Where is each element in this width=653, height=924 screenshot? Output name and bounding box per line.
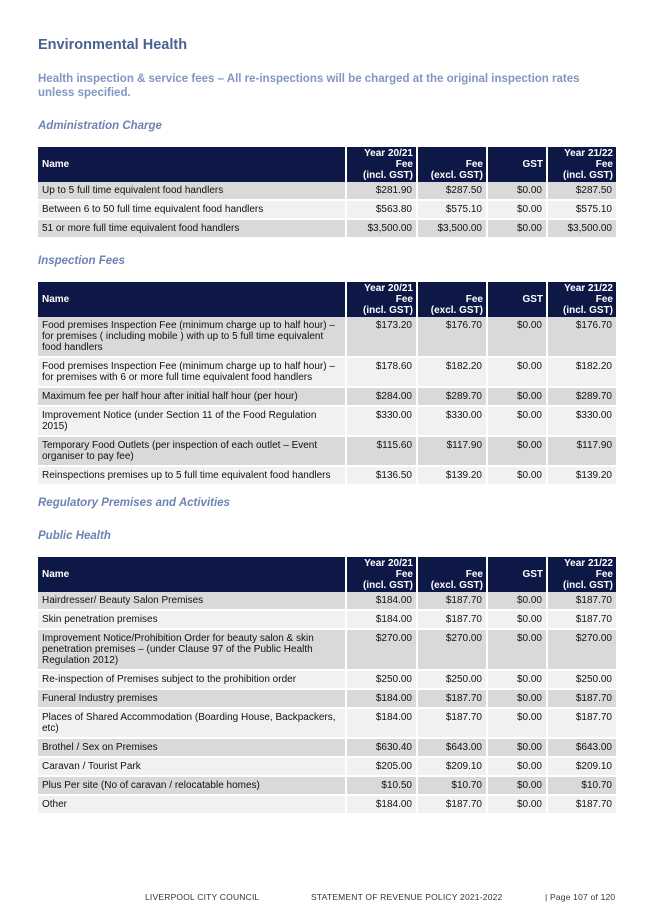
fee-excl-gst-cell: $289.70 [416, 388, 486, 407]
col-header-year-2122-fee-line: Fee [595, 159, 613, 170]
gst-cell: $0.00 [486, 592, 546, 611]
table-row [38, 407, 616, 437]
fee-name-cell: Re-inspection of Premises subject to the prohibition order [38, 671, 345, 690]
table-row [38, 796, 616, 815]
fee-2122-cell: $176.70 [546, 317, 616, 358]
col-header-year-2021-fee [345, 282, 416, 317]
fee-excl-gst-cell: $10.70 [416, 777, 486, 796]
table-row [38, 182, 616, 201]
gst-cell: $0.00 [486, 358, 546, 388]
intro-text: Health inspection & service fees – All re-inspections will be charged at the original inspection rates unless specified. [38, 73, 580, 99]
fee-2122-cell: $643.00 [546, 739, 616, 758]
fee-name-cell: Maximum fee per half hour after initial half hour (per hour) [38, 388, 345, 407]
gst-cell: $0.00 [486, 317, 546, 358]
col-header-name [38, 557, 345, 592]
fee-excl-gst-cell: $187.70 [416, 611, 486, 630]
fee-excl-gst-cell: $187.70 [416, 709, 486, 739]
gst-cell: $0.00 [486, 467, 546, 486]
col-header-fee-excl-gst-line: (excl. GST) [430, 170, 483, 181]
col-header-year-2122-fee-line: Year 21/22 [564, 148, 613, 159]
col-header-year-2122-fee-line: Fee [595, 294, 613, 305]
col-header-year-2122-fee [546, 147, 616, 182]
footer-document: STATEMENT OF REVENUE POLICY 2021-2022 [311, 892, 503, 902]
fee-name-cell: Up to 5 full time equivalent food handlers [38, 182, 345, 201]
fee-2021-cell: $281.90 [345, 182, 416, 201]
fee-2021-cell: $184.00 [345, 709, 416, 739]
fee-name-cell: Between 6 to 50 full time equivalent food handlers [38, 201, 345, 220]
fee-2021-cell: $115.60 [345, 437, 416, 467]
col-header-gst-line: GST [522, 294, 543, 305]
col-header-year-2021-fee-line: Fee [395, 159, 413, 170]
gst-cell: $0.00 [486, 671, 546, 690]
fee-name-cell: Improvement Notice/Prohibition Order for beauty salon & skin penetration premises – (under Clause 97 of the Public Health Regulation 2012) [38, 630, 345, 671]
gst-cell: $0.00 [486, 630, 546, 671]
col-header-year-2021-fee-line: Year 20/21 [364, 148, 413, 159]
col-header-year-2122-fee-line: Year 21/22 [564, 558, 613, 569]
fee-2021-cell: $563.80 [345, 201, 416, 220]
fee-name-cell: Food premises Inspection Fee (minimum charge up to half hour) – for premises ( including mobile ) with up to 5 full time equivalent food handlers [38, 317, 345, 358]
fee-excl-gst-cell: $575.10 [416, 201, 486, 220]
fee-name-cell: Plus Per site (No of caravan / relocatable homes) [38, 777, 345, 796]
fee-2021-cell: $205.00 [345, 758, 416, 777]
gst-cell: $0.00 [486, 220, 546, 239]
col-header-gst [486, 557, 546, 592]
footer-page-number: | Page 107 of 120 [545, 892, 616, 902]
table-row [38, 690, 616, 709]
page-title: Environmental Health [38, 37, 188, 53]
section-admin-title: Administration Charge [38, 120, 162, 132]
col-header-gst [486, 147, 546, 182]
col-header-name-line: Name [42, 569, 70, 580]
fee-2122-cell: $575.10 [546, 201, 616, 220]
col-header-fee-excl-gst-line: (excl. GST) [430, 305, 483, 316]
col-header-gst-line: GST [522, 159, 543, 170]
fee-excl-gst-cell: $182.20 [416, 358, 486, 388]
col-header-year-2021-fee-line: Year 20/21 [364, 558, 413, 569]
fee-2021-cell: $184.00 [345, 611, 416, 630]
table-row [38, 437, 616, 467]
col-header-fee-excl-gst [416, 557, 486, 592]
fee-excl-gst-cell: $187.70 [416, 690, 486, 709]
col-header-year-2021-fee-line: Fee [395, 569, 413, 580]
col-header-year-2021-fee-line: Fee [395, 294, 413, 305]
gst-cell: $0.00 [486, 611, 546, 630]
admin-fee-table [38, 147, 616, 239]
col-header-gst [486, 282, 546, 317]
fee-2021-cell: $10.50 [345, 777, 416, 796]
fee-excl-gst-cell: $117.90 [416, 437, 486, 467]
section-public-health-title: Public Health [38, 530, 111, 542]
inspection-fee-table [38, 282, 616, 486]
fee-2122-cell: $289.70 [546, 388, 616, 407]
fee-2122-cell: $187.70 [546, 690, 616, 709]
fee-excl-gst-cell: $187.70 [416, 796, 486, 815]
gst-cell: $0.00 [486, 690, 546, 709]
col-header-year-2021-fee-line: (incl. GST) [363, 580, 413, 591]
fee-name-cell: Temporary Food Outlets (per inspection of each outlet – Event organiser to pay fee) [38, 437, 345, 467]
fee-2021-cell: $330.00 [345, 407, 416, 437]
table-row [38, 358, 616, 388]
fee-2021-cell: $3,500.00 [345, 220, 416, 239]
public-health-fee-table [38, 557, 616, 815]
gst-cell: $0.00 [486, 437, 546, 467]
fee-2122-cell: $287.50 [546, 182, 616, 201]
col-header-fee-excl-gst-line: Fee [465, 569, 483, 580]
col-header-year-2021-fee-line: (incl. GST) [363, 305, 413, 316]
col-header-gst-line: GST [522, 569, 543, 580]
gst-cell: $0.00 [486, 709, 546, 739]
col-header-name-line: Name [42, 159, 70, 170]
fee-2122-cell: $3,500.00 [546, 220, 616, 239]
fee-name-cell: Brothel / Sex on Premises [38, 739, 345, 758]
col-header-fee-excl-gst-line: Fee [465, 294, 483, 305]
fee-excl-gst-cell: $139.20 [416, 467, 486, 486]
gst-cell: $0.00 [486, 201, 546, 220]
col-header-name [38, 282, 345, 317]
table-row [38, 592, 616, 611]
gst-cell: $0.00 [486, 182, 546, 201]
gst-cell: $0.00 [486, 388, 546, 407]
table-row [38, 611, 616, 630]
fee-2021-cell: $250.00 [345, 671, 416, 690]
fee-2021-cell: $284.00 [345, 388, 416, 407]
fee-2021-cell: $184.00 [345, 592, 416, 611]
fee-name-cell: Places of Shared Accommodation (Boarding House, Backpackers, etc) [38, 709, 345, 739]
fee-2122-cell: $117.90 [546, 437, 616, 467]
col-header-name [38, 147, 345, 182]
fee-excl-gst-cell: $270.00 [416, 630, 486, 671]
table-row [38, 671, 616, 690]
fee-excl-gst-cell: $209.10 [416, 758, 486, 777]
gst-cell: $0.00 [486, 796, 546, 815]
table-row [38, 220, 616, 239]
fee-name-cell: Other [38, 796, 345, 815]
col-header-year-2122-fee [546, 282, 616, 317]
fee-2021-cell: $136.50 [345, 467, 416, 486]
fee-2021-cell: $184.00 [345, 796, 416, 815]
col-header-fee-excl-gst [416, 282, 486, 317]
col-header-year-2021-fee-line: (incl. GST) [363, 170, 413, 181]
col-header-year-2122-fee-line: (incl. GST) [563, 305, 613, 316]
col-header-year-2021-fee [345, 557, 416, 592]
col-header-year-2122-fee-line: Fee [595, 569, 613, 580]
col-header-fee-excl-gst-line: (excl. GST) [430, 580, 483, 591]
col-header-year-2021-fee [345, 147, 416, 182]
fee-excl-gst-cell: $330.00 [416, 407, 486, 437]
fee-name-cell: Food premises Inspection Fee (minimum charge up to half hour) – for premises with 6 or more full time equivalent food handlers [38, 358, 345, 388]
fee-2122-cell: $182.20 [546, 358, 616, 388]
fee-excl-gst-cell: $643.00 [416, 739, 486, 758]
fee-2122-cell: $330.00 [546, 407, 616, 437]
col-header-year-2122-fee-line: Year 21/22 [564, 283, 613, 294]
gst-cell: $0.00 [486, 739, 546, 758]
col-header-fee-excl-gst [416, 147, 486, 182]
fee-2122-cell: $187.70 [546, 592, 616, 611]
col-header-year-2122-fee-line: (incl. GST) [563, 580, 613, 591]
fee-excl-gst-cell: $287.50 [416, 182, 486, 201]
gst-cell: $0.00 [486, 407, 546, 437]
fee-2122-cell: $10.70 [546, 777, 616, 796]
fee-2122-cell: $209.10 [546, 758, 616, 777]
table-row [38, 467, 616, 486]
fee-2122-cell: $187.70 [546, 796, 616, 815]
fee-name-cell: 51 or more full time equivalent food handlers [38, 220, 345, 239]
gst-cell: $0.00 [486, 758, 546, 777]
fee-2122-cell: $250.00 [546, 671, 616, 690]
table-row [38, 630, 616, 671]
gst-cell: $0.00 [486, 777, 546, 796]
section-regulatory-title: Regulatory Premises and Activities [38, 497, 230, 509]
fee-name-cell: Hairdresser/ Beauty Salon Premises [38, 592, 345, 611]
fee-2021-cell: $630.40 [345, 739, 416, 758]
section-inspection-title: Inspection Fees [38, 255, 125, 267]
table-row [38, 777, 616, 796]
fee-name-cell: Funeral Industry premises [38, 690, 345, 709]
col-header-fee-excl-gst-line: Fee [465, 159, 483, 170]
fee-excl-gst-cell: $250.00 [416, 671, 486, 690]
fee-excl-gst-cell: $3,500.00 [416, 220, 486, 239]
fee-2021-cell: $173.20 [345, 317, 416, 358]
table-row [38, 317, 616, 358]
fee-excl-gst-cell: $187.70 [416, 592, 486, 611]
col-header-year-2122-fee-line: (incl. GST) [563, 170, 613, 181]
fee-2021-cell: $178.60 [345, 358, 416, 388]
fee-2122-cell: $139.20 [546, 467, 616, 486]
fee-2122-cell: $187.70 [546, 709, 616, 739]
col-header-year-2122-fee [546, 557, 616, 592]
fee-excl-gst-cell: $176.70 [416, 317, 486, 358]
fee-name-cell: Skin penetration premises [38, 611, 345, 630]
col-header-name-line: Name [42, 294, 70, 305]
footer-council: LIVERPOOL CITY COUNCIL [145, 892, 260, 902]
fee-2021-cell: $184.00 [345, 690, 416, 709]
fee-2122-cell: $187.70 [546, 611, 616, 630]
fee-name-cell: Improvement Notice (under Section 11 of the Food Regulation 2015) [38, 407, 345, 437]
table-row [38, 709, 616, 739]
table-row [38, 758, 616, 777]
table-row [38, 201, 616, 220]
fee-name-cell: Reinspections premises up to 5 full time equivalent food handlers [38, 467, 345, 486]
fee-2122-cell: $270.00 [546, 630, 616, 671]
table-row [38, 388, 616, 407]
fee-2021-cell: $270.00 [345, 630, 416, 671]
col-header-year-2021-fee-line: Year 20/21 [364, 283, 413, 294]
table-row [38, 739, 616, 758]
fee-name-cell: Caravan / Tourist Park [38, 758, 345, 777]
